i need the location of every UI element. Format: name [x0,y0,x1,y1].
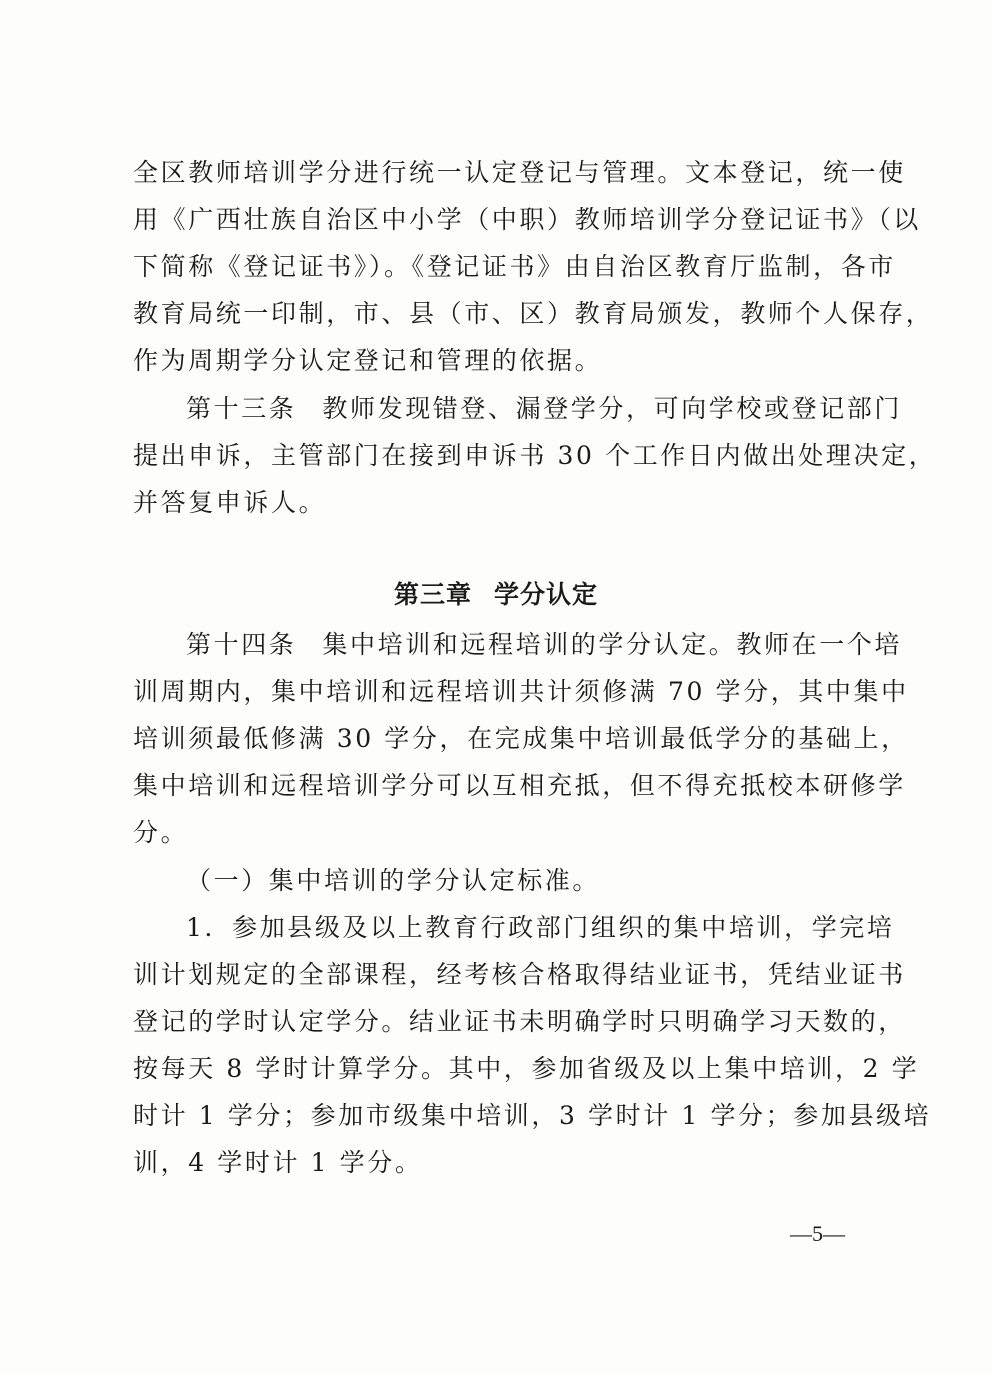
paragraph-line: 登记的学时认定学分。结业证书未明确学时只明确学习天数的， [133,1007,906,1036]
paragraph-line: 全区教师培训学分进行统一认定登记与管理。文本登记，统一使 [133,158,906,187]
paragraph-line: 并答复申诉人。 [133,488,327,517]
paragraph-line: 训周期内，集中培训和远程培训共计须修满 70 学分，其中集中 [133,677,909,706]
paragraph-line: 训计划规定的全部课程，经考核合格取得结业证书，凭结业证书 [133,960,906,989]
paragraph-line: 时计 1 学分；参加市级集中培训，3 学时计 1 学分；参加县级培 [133,1101,932,1130]
paragraph-line: 下简称《登记证书》）。《登记证书》由自治区教育厅监制，各市 [133,252,896,281]
paragraph-line: 集中培训和远程培训学分可以互相充抵，但不得充抵校本研修学 [133,771,906,800]
paragraph-line: 提出申诉，主管部门在接到申诉书 30 个工作日内做出处理决定， [133,441,937,470]
paragraph-line: 作为周期学分认定登记和管理的依据。 [133,346,603,375]
article-14-label: 第十四条 [186,630,297,659]
page-number: —5— [790,1221,845,1246]
article-14-text: 集中培训和远程培训的学分认定。教师在一个培 [322,630,903,659]
article-13-first-line [186,392,903,426]
article-13-text: 教师发现错登、漏登学分，可向学校或登记部门 [322,394,903,423]
chapter-title: 学分认定 [494,580,599,609]
chapter-heading [0,578,992,612]
paragraph-line: 训，4 学时计 1 学分。 [133,1148,423,1177]
paragraph-line: 按每天 8 学时计算学分。其中，参加省级及以上集中培训，2 学 [133,1054,920,1083]
article-13-label: 第十三条 [186,394,297,423]
subsection-heading: （一）集中培训的学分认定标准。 [186,866,601,895]
paragraph-line: 教育局统一印制，市、县（市、区）教育局颁发，教师个人保存， [133,299,934,328]
paragraph-line: 培训须最低修满 30 学分，在完成集中培训最低学分的基础上， [133,724,909,753]
article-14-first-line [186,628,903,662]
chapter-number: 第三章 [393,580,472,609]
paragraph-line: 分。 [133,818,189,847]
paragraph-line: 用《广西壮族自治区中小学（中职）教师培训学分登记证书》（以 [133,205,921,234]
item-1-first-line: 1．参加县级及以上教育行政部门组织的集中培训，学完培 [186,913,895,942]
